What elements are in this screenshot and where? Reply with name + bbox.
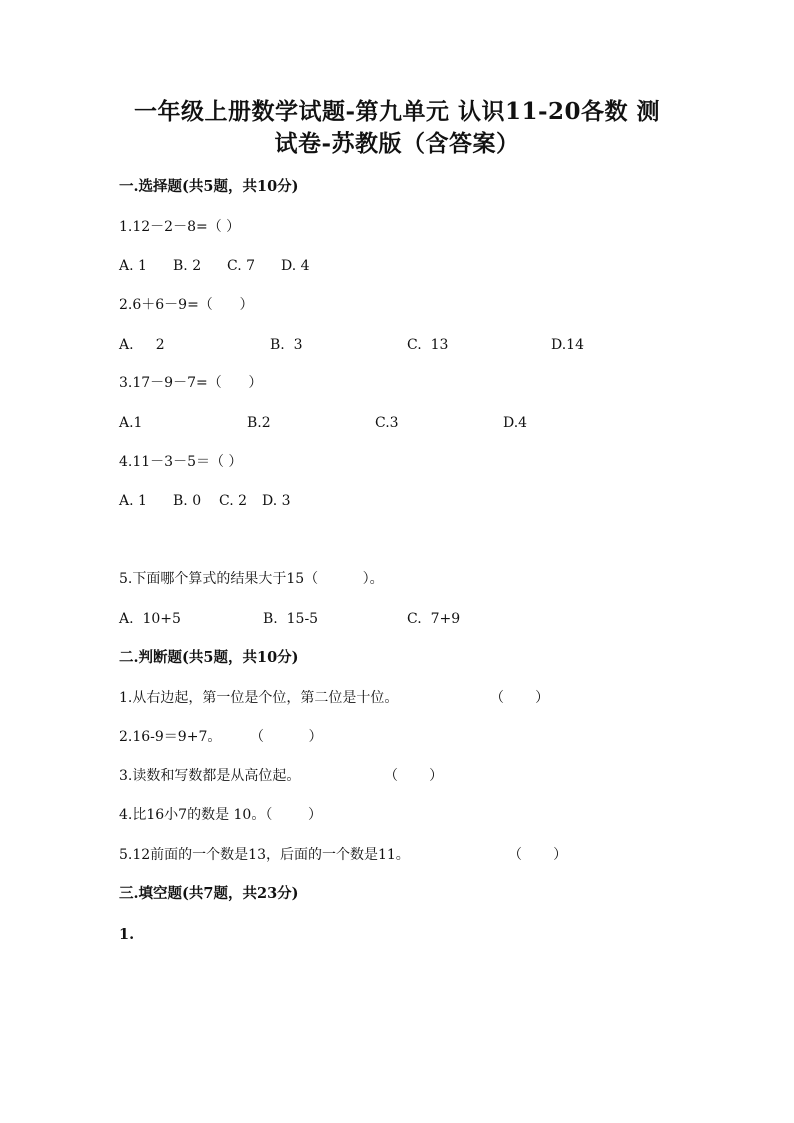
page-title-line-1: 一年级上册数学试题-第九单元 认识11-20各数 测 bbox=[133, 98, 661, 125]
q3-option-b: B.2 bbox=[247, 415, 271, 431]
q2-option-d: D.14 bbox=[551, 337, 584, 353]
page-title-line-2: 试卷-苏教版（含答案） bbox=[274, 130, 520, 157]
question-5: 5.下面哪个算式的结果大于15（ ）。 bbox=[119, 571, 384, 587]
q4-option-b: B. 0 bbox=[173, 493, 202, 509]
fill-blank-question-1: 1. bbox=[119, 926, 135, 943]
section-heading-choice: 一.选择题(共5题，共10分) bbox=[119, 178, 299, 195]
q5-option-b: B. 15-5 bbox=[263, 611, 319, 627]
q1-option-b: B. 2 bbox=[173, 258, 202, 274]
q2-option-b: B. 3 bbox=[270, 337, 303, 353]
question-3: 3.17－9－7=（ ） bbox=[119, 375, 263, 391]
judgement-blank-5: （ ） bbox=[508, 847, 568, 863]
q5-option-a: A. 10+5 bbox=[119, 611, 181, 627]
judgement-item-3: 3.读数和写数都是从高位起。 bbox=[119, 768, 301, 784]
q1-option-d: D. 4 bbox=[281, 258, 310, 274]
section-heading-judgement: 二.判断题(共5题，共10分) bbox=[119, 649, 299, 666]
judgement-blank-1: （ ） bbox=[490, 690, 550, 706]
question-4: 4.11－3－5＝（ ） bbox=[119, 454, 243, 470]
question-2: 2.6＋6－9=（ ） bbox=[119, 297, 254, 313]
judgement-item-2: 2.16-9＝9+7。 bbox=[119, 729, 222, 745]
q4-option-a: A. 1 bbox=[119, 493, 147, 509]
section-heading-fill-blank: 三.填空题(共7题，共23分) bbox=[119, 885, 299, 902]
q2-option-a: A. 2 bbox=[119, 337, 165, 353]
q1-option-a: A. 1 bbox=[119, 258, 147, 274]
q2-option-c: C. 13 bbox=[407, 337, 449, 353]
judgement-item-5: 5.12前面的一个数是13，后面的一个数是11。 bbox=[119, 847, 410, 863]
q3-option-d: D.4 bbox=[503, 415, 528, 431]
q3-option-a: A.1 bbox=[119, 415, 143, 431]
q3-option-c: C.3 bbox=[375, 415, 399, 431]
judgement-blank-2: （ ） bbox=[250, 729, 323, 745]
question-1: 1.12－2－8=（ ） bbox=[119, 219, 241, 235]
q4-option-c: C. 2 bbox=[219, 493, 248, 509]
q4-option-d: D. 3 bbox=[262, 493, 291, 509]
q1-option-c: C. 7 bbox=[227, 258, 256, 274]
judgement-blank-3: （ ） bbox=[384, 768, 444, 784]
judgement-item-4: 4.比16小7的数是 10。（ ） bbox=[119, 807, 322, 823]
q5-option-c: C. 7+9 bbox=[407, 611, 461, 627]
judgement-item-1: 1.从右边起，第一位是个位，第二位是十位。 bbox=[119, 690, 399, 706]
